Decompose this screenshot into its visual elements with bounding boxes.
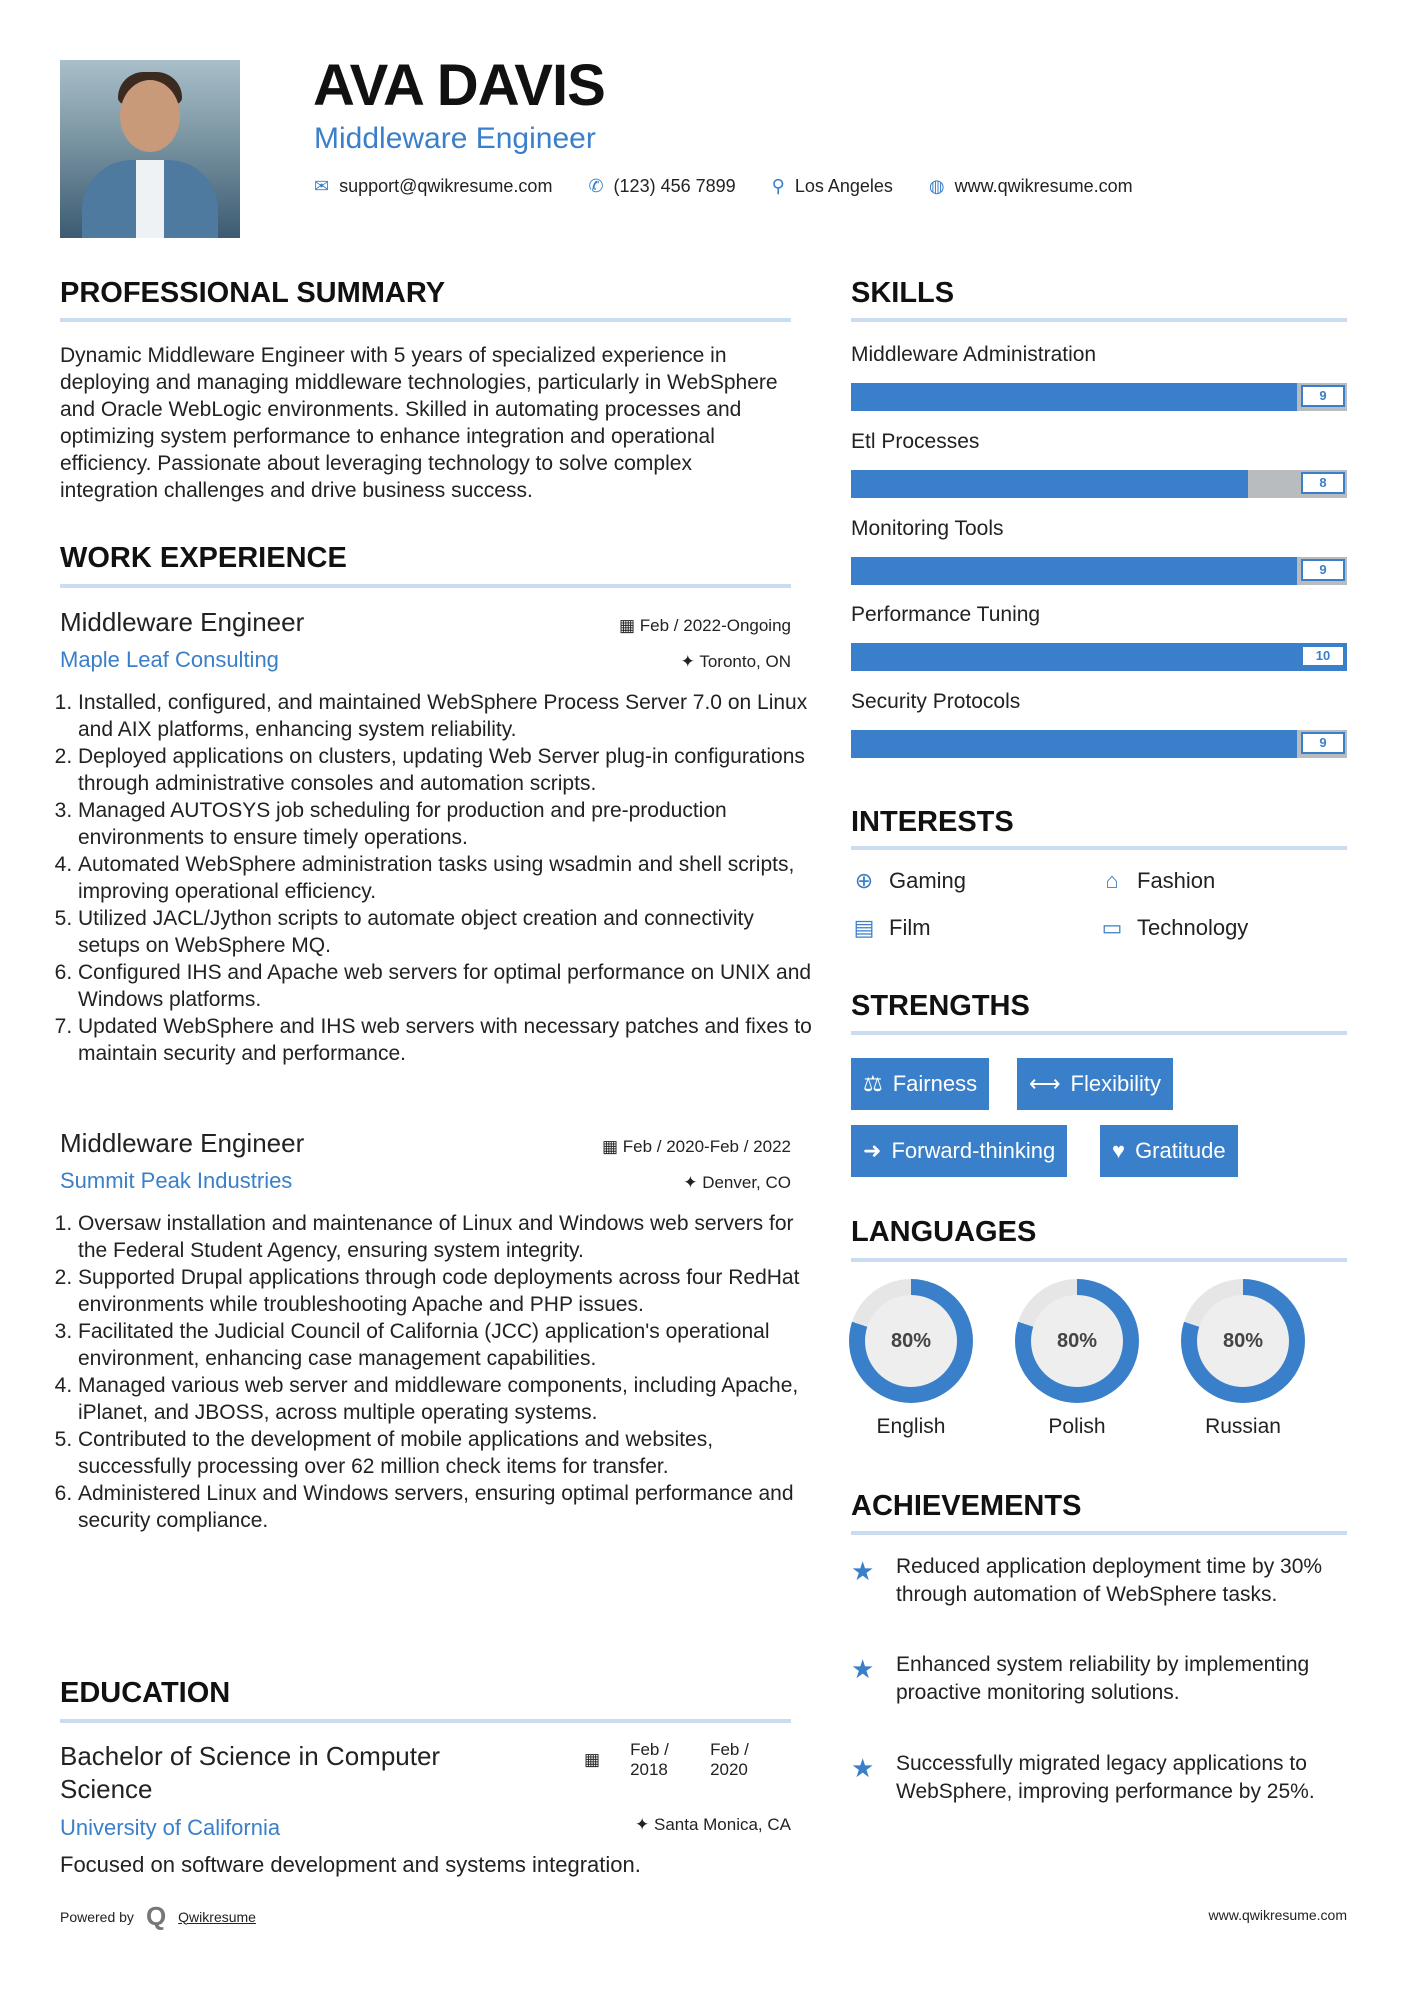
achievement-item: Enhanced system reliability by implementing proactive monitoring solutions. xyxy=(896,1653,1310,1704)
list-item: 1. Installed, configured, and maintained WebSphere Process Server 7.0 on Linux and AIX platforms, enhancing system reliability. xyxy=(78,689,813,743)
language-label: English xyxy=(876,1415,946,1438)
job-company: Summit Peak Industries xyxy=(60,1168,293,1193)
strength-chip: ⚖ Fairness xyxy=(851,1058,989,1110)
gamepad-icon: ⊕ xyxy=(854,868,874,893)
calendar-icon: ▦ xyxy=(618,616,636,635)
job-location: ✦ Denver, CO xyxy=(683,1173,791,1192)
contact-location: Los Angeles xyxy=(794,176,893,196)
interest-item: ⊕ Gaming xyxy=(851,868,966,894)
skill-bar xyxy=(851,643,1347,671)
list-item: 7. Updated WebSphere and IHS web servers with necessary patches and fixes to maintain security and performance. xyxy=(78,1013,813,1067)
skill-score: 9 xyxy=(1301,385,1345,407)
education-heading: EDUCATION xyxy=(60,1677,231,1709)
pin-icon: ✦ xyxy=(635,1815,650,1834)
job-location: ✦ Toronto, ON xyxy=(680,652,791,671)
list-item: 5. Utilized JACL/Jython scripts to automate object creation and connectivity setups on WebSphere MQ. xyxy=(78,905,813,959)
contact-phone[interactable]: (123) 456 7899 xyxy=(613,176,736,196)
star-icon: ★ xyxy=(851,1753,875,1783)
skill-label: Middleware Administration xyxy=(851,343,1097,366)
strength-chip: ➜ Forward-thinking xyxy=(851,1125,1067,1177)
languages-heading: LANGUAGES xyxy=(851,1216,1037,1248)
globe-icon: ◍ xyxy=(928,176,945,196)
skill-score: 9 xyxy=(1301,559,1345,581)
education-dates xyxy=(584,1740,760,1780)
skills-rule xyxy=(851,318,1347,322)
phone-icon: ✆ xyxy=(588,176,604,196)
job-bullets xyxy=(60,1210,813,1534)
language-ring xyxy=(1015,1279,1139,1403)
job-company: Maple Leaf Consulting xyxy=(60,647,279,672)
education-location: ✦ Santa Monica, CA xyxy=(635,1815,791,1834)
skill-bar-fill xyxy=(851,730,1297,758)
candidate-name: AVA DAVIS xyxy=(313,53,605,118)
skill-bar-fill xyxy=(851,470,1248,498)
profile-photo xyxy=(60,60,240,238)
skill-bar xyxy=(851,383,1347,411)
achievement-item: Successfully migrated legacy applications to WebSphere, improving performance by 25%. xyxy=(896,1752,1315,1803)
interest-item: ▤ Film xyxy=(851,915,931,941)
experience-rule xyxy=(60,584,791,588)
star-icon: ★ xyxy=(851,1654,875,1684)
contact-website[interactable]: www.qwikresume.com xyxy=(954,176,1133,196)
achievement-item: Reduced application deployment time by 30% through automation of WebSphere tasks. xyxy=(896,1555,1323,1606)
heart-icon: ♥ xyxy=(1112,1138,1126,1163)
list-item: 3. Managed AUTOSYS job scheduling for production and pre-production environments to ensure timely operations. xyxy=(78,797,813,851)
language-percent: 80% xyxy=(865,1295,957,1387)
job-bullets xyxy=(60,689,813,1067)
pin-icon: ✦ xyxy=(680,652,695,671)
calendar-icon: ▦ xyxy=(601,1137,619,1156)
education-rule xyxy=(60,1719,791,1723)
list-item: 1. Oversaw installation and maintenance of Linux and Windows web servers for the Federal Student Agency, ensuring system integrity. xyxy=(78,1210,813,1264)
interests-heading: INTERESTS xyxy=(851,806,1014,838)
summary-text: Dynamic Middleware Engineer with 5 years of specialized experience in deploying and managing middleware technologies, particularly in WebSphere and Oracle WebLogic environments. Skilled in automating processes and optimizing system performance to enhance integration and operational efficiency. Passionate about leveraging technology to solve complex integration challenges and drive business success. xyxy=(60,344,778,502)
list-item: 6. Configured IHS and Apache web servers for optimal performance on UNIX and Windows platforms. xyxy=(78,959,813,1013)
job-dates: ▦ Feb / 2022-Ongoing xyxy=(618,616,791,635)
skill-bar xyxy=(851,470,1347,498)
interests-rule xyxy=(851,846,1347,850)
experience-heading: WORK EXPERIENCE xyxy=(60,542,347,574)
candidate-title: Middleware Engineer xyxy=(314,122,596,155)
bag-icon: ⌂ xyxy=(1105,868,1119,893)
skill-label: Performance Tuning xyxy=(851,603,1041,626)
list-item: 3. Facilitated the Judicial Council of California (JCC) application's operational environment, enhancing case management capabilities. xyxy=(78,1318,813,1372)
date-start: Feb / 2018 xyxy=(630,1740,669,1779)
list-item: 2. Deployed applications on clusters, updating Web Server plug-in configurations through administrative consoles and automation scripts. xyxy=(78,743,813,797)
strengths-heading: STRENGTHS xyxy=(851,990,1030,1022)
contact-row xyxy=(314,176,1133,197)
job-title: Middleware Engineer xyxy=(60,1128,305,1158)
powered-by xyxy=(60,1901,256,1932)
footer-site[interactable]: www.qwikresume.com xyxy=(1208,1907,1347,1923)
language-ring xyxy=(1181,1279,1305,1403)
skill-score: 10 xyxy=(1301,645,1345,667)
skill-bar-fill xyxy=(851,643,1347,671)
skill-label: Etl Processes xyxy=(851,430,980,453)
contact-email[interactable]: support@qwikresume.com xyxy=(339,176,553,196)
scale-icon: ⚖ xyxy=(863,1071,883,1096)
school-name: University of California xyxy=(60,1815,281,1840)
language-percent: 80% xyxy=(1197,1295,1289,1387)
skill-bar-fill xyxy=(851,383,1297,411)
skill-label: Monitoring Tools xyxy=(851,517,1004,540)
skill-bar xyxy=(851,557,1347,585)
achievements-heading: ACHIEVEMENTS xyxy=(851,1490,1082,1522)
education-note: Focused on software development and systems integration. xyxy=(60,1852,641,1877)
star-icon: ★ xyxy=(851,1556,875,1586)
strengths-rule xyxy=(851,1031,1347,1035)
email-icon: ✉ xyxy=(314,176,330,196)
list-item: 6. Administered Linux and Windows servers, ensuring optimal performance and security compliance. xyxy=(78,1480,813,1534)
list-item: 4. Managed various web server and middleware components, including Apache, iPlanet, and JBOSS, across multiple operating systems. xyxy=(78,1372,813,1426)
film-icon: ▤ xyxy=(853,915,875,940)
interest-item: ▭ Technology xyxy=(1099,915,1248,941)
interest-item: ⌂ Fashion xyxy=(1099,868,1215,894)
arrows-icon: ⟷ xyxy=(1029,1071,1061,1096)
language-label: Russian xyxy=(1205,1415,1281,1438)
location-pin-icon: ⚲ xyxy=(771,176,785,196)
language-percent: 80% xyxy=(1031,1295,1123,1387)
summary-heading: PROFESSIONAL SUMMARY xyxy=(60,277,446,309)
qwikresume-logo-icon: Q xyxy=(145,1901,167,1931)
skill-label: Security Protocols xyxy=(851,690,1021,713)
laptop-icon: ▭ xyxy=(1101,915,1123,940)
degree-title: Bachelor of Science in Computer Science xyxy=(60,1741,441,1804)
skill-bar xyxy=(851,730,1347,758)
language-ring xyxy=(849,1279,973,1403)
skill-score: 9 xyxy=(1301,732,1345,754)
summary-rule xyxy=(60,318,791,322)
achievements-rule xyxy=(851,1531,1347,1535)
date-end: Feb / 2020 xyxy=(710,1740,749,1779)
skills-heading: SKILLS xyxy=(851,277,955,309)
skill-score: 8 xyxy=(1301,472,1345,494)
language-label: Polish xyxy=(1048,1415,1106,1438)
job-dates: ▦ Feb / 2020-Feb / 2022 xyxy=(601,1137,791,1156)
strength-chip: ♥ Gratitude xyxy=(1100,1125,1238,1177)
strength-chip: ⟷ Flexibility xyxy=(1017,1058,1173,1110)
list-item: 2. Supported Drupal applications through code deployments across four RedHat environments while troubleshooting Apache and PHP issues. xyxy=(78,1264,813,1318)
list-item: 5. Contributed to the development of mobile applications and websites, successfully processing over 62 million check items for transfer. xyxy=(78,1426,813,1480)
job-title: Middleware Engineer xyxy=(60,607,305,637)
pin-icon: ✦ xyxy=(683,1173,698,1192)
powered-by-label: Powered by xyxy=(60,1908,134,1925)
arrow-right-icon: ➜ xyxy=(863,1138,882,1163)
list-item: 4. Automated WebSphere administration tasks using wsadmin and shell scripts, improving operational efficiency. xyxy=(78,851,813,905)
languages-rule xyxy=(851,1258,1347,1262)
skill-bar-fill xyxy=(851,557,1297,585)
brand-link[interactable]: Qwikresume xyxy=(178,1908,256,1925)
calendar-icon: ▦ xyxy=(584,1750,601,1769)
